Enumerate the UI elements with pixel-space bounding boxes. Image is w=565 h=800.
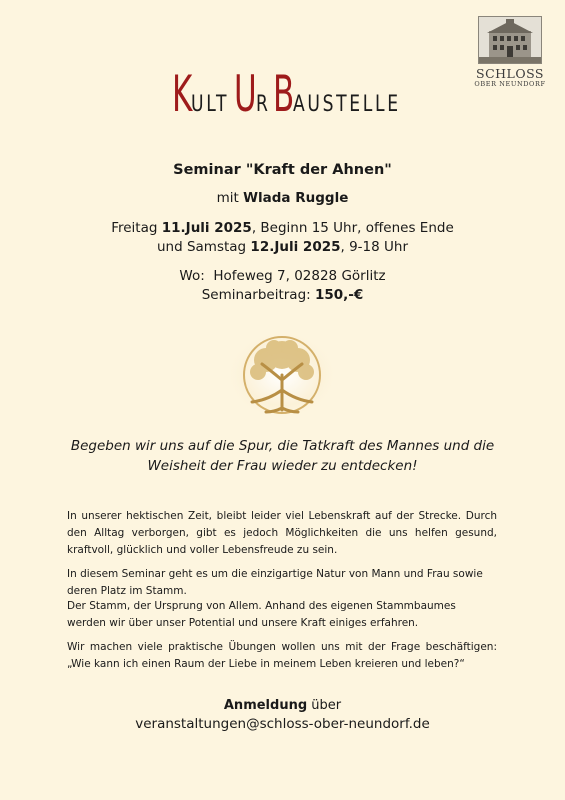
schloss-logo: [468, 16, 552, 88]
quote: [0, 436, 565, 476]
date-line-2: [0, 239, 565, 255]
paragraph-seminar: In diesem Seminar geht es um die einzigartige Natur von Mann und Frau sowie deren Platz im Stamm.: [67, 568, 483, 597]
wordmark-letter-b: B: [273, 65, 295, 123]
quote-line-2: Weisheit der Frau wieder zu entdecken!: [147, 458, 418, 474]
paragraph-stamm: Der Stamm, der Ursprung von Allem. Anhand des eigenen Stammbaumes werden wir über unser Potential und unsere Kraft einiges erfahren.: [67, 600, 456, 629]
speaker-name: Wlada Ruggle: [243, 190, 349, 206]
fee-prefix: Seminarbeitrag:: [201, 287, 315, 303]
date2-date: 12.Juli 2025: [250, 239, 341, 255]
kulturbaustelle-wordmark: [172, 66, 431, 122]
date2-suffix: , 9-18 Uhr: [340, 239, 408, 255]
registration-email: veranstaltungen@schloss-ober-neundorf.de: [135, 716, 430, 732]
paragraph-uebungen: Wir machen viele praktische Übungen wollen uns mit der Frage beschäftigen: „Wie kann ich einen Raum der Liebe in meinem Leben kreieren und leben?“: [67, 641, 497, 670]
quote-line-1: Begeben wir uns auf die Spur, die Tatkraft des Mannes und die: [70, 438, 495, 454]
wordmark-part-austelle: AUSTELLE: [293, 92, 402, 117]
castle-icon: [478, 16, 542, 64]
logo-name: SCHLOSS: [476, 66, 544, 81]
paragraph-intro: In unserer hektischen Zeit, bleibt leider viel Lebenskraft auf der Strecke. Durch den Alltag verborgen, gibt es jedoch Möglichkeiten die uns helfen gesund, kraftvoll, glücklich und voller Lebensfreude zu sein.: [67, 510, 497, 556]
date1-prefix: Freitag: [111, 220, 162, 236]
date-line-1: [0, 220, 565, 236]
registration-line: [0, 698, 565, 713]
date1-suffix: , Beginn 15 Uhr, offenes Ende: [251, 220, 454, 236]
wordmark-letter-k: K: [172, 65, 193, 123]
wordmark-part-ult: ULT: [190, 92, 229, 117]
speaker-prefix: mit: [216, 190, 244, 206]
seminar-title: Seminar "Kraft der Ahnen": [173, 162, 392, 178]
fee-value: 150,-€: [315, 287, 364, 303]
registration-label: Anmeldung: [223, 698, 308, 713]
speaker-line: [0, 190, 565, 206]
logo-subtitle: OBER NEUNDORF: [474, 80, 546, 88]
wordmark-letter-u: U: [233, 65, 257, 123]
tree-of-life-icon: [226, 330, 338, 420]
location-line: Wo: Hofeweg 7, 02828 Görlitz: [179, 268, 386, 284]
wordmark-part-r: R: [256, 92, 271, 117]
date1-date: 11.Juli 2025: [161, 220, 252, 236]
registration-suffix: über: [307, 698, 342, 713]
date2-prefix: und Samstag: [156, 239, 251, 255]
fee-line: [0, 287, 565, 303]
